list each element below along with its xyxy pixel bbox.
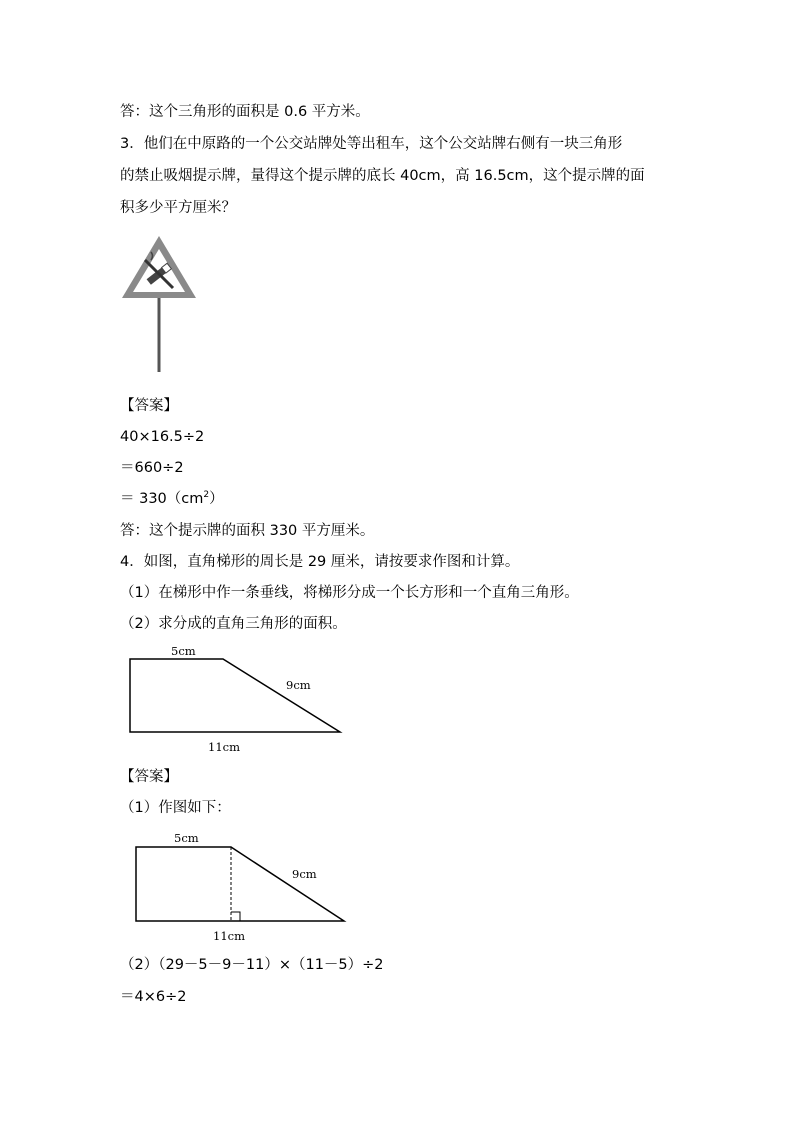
- right-angle-mark: [231, 912, 240, 921]
- trapezoid-bottom-label: 11cm: [208, 740, 240, 754]
- solution-top-label: 5cm: [174, 831, 199, 845]
- answer-label-2: 【答案】: [120, 769, 178, 785]
- calc-line-3: [120, 489, 224, 509]
- calc-line-1: 40×16.5÷2: [120, 429, 205, 445]
- question-3-line-3: 积多少平方厘米？: [120, 200, 236, 216]
- solution-line-2: （2）（29－5－9－11）×（11－5）÷2: [120, 957, 384, 973]
- question-3-line-1: 3．他们在中原路的一个公交站牌处等出租车，这个公交站牌右侧有一块三角形: [120, 136, 623, 152]
- trapezoid-figure: [120, 640, 350, 760]
- answer-label-1: 【答案】: [120, 398, 178, 414]
- answer-previous: 答：这个三角形的面积是 0.6 平方米。: [120, 104, 370, 120]
- calc-line-3-text: ＝ 330（cm: [120, 491, 204, 507]
- solution-bottom-label: 11cm: [213, 929, 245, 943]
- question-4-line-3: （2）求分成的直角三角形的面积。: [120, 616, 347, 632]
- no-smoking-icon: [118, 232, 200, 377]
- solution-slant-label: 9cm: [292, 867, 317, 881]
- answer-question-3: 答：这个提示牌的面积 330 平方厘米。: [120, 523, 375, 539]
- calc-line-3-exponent: 2: [203, 490, 210, 501]
- no-smoking-sign-figure: [118, 232, 200, 377]
- trapezoid-solution-figure: [126, 825, 356, 945]
- calc-line-3-close: ）: [209, 491, 224, 507]
- trapezoid-solution-shape: [136, 847, 344, 921]
- calc-line-2: ＝660÷2: [120, 460, 184, 476]
- question-4-line-2: （1）在梯形中作一条垂线，将梯形分成一个长方形和一个直角三角形。: [120, 585, 579, 601]
- trapezoid-shape: [130, 659, 340, 732]
- trapezoid-top-label: 5cm: [171, 644, 196, 658]
- question-4-line-1: 4．如图，直角梯形的周长是 29 厘米，请按要求作图和计算。: [120, 554, 520, 570]
- solution-line-3: ＝4×6÷2: [120, 989, 187, 1005]
- question-3-line-2: 的禁止吸烟提示牌，量得这个提示牌的底长 40cm，高 16.5cm，这个提示牌的面: [120, 168, 645, 184]
- trapezoid-slant-label: 9cm: [286, 678, 311, 692]
- solution-line-1: （1）作图如下：: [120, 800, 231, 816]
